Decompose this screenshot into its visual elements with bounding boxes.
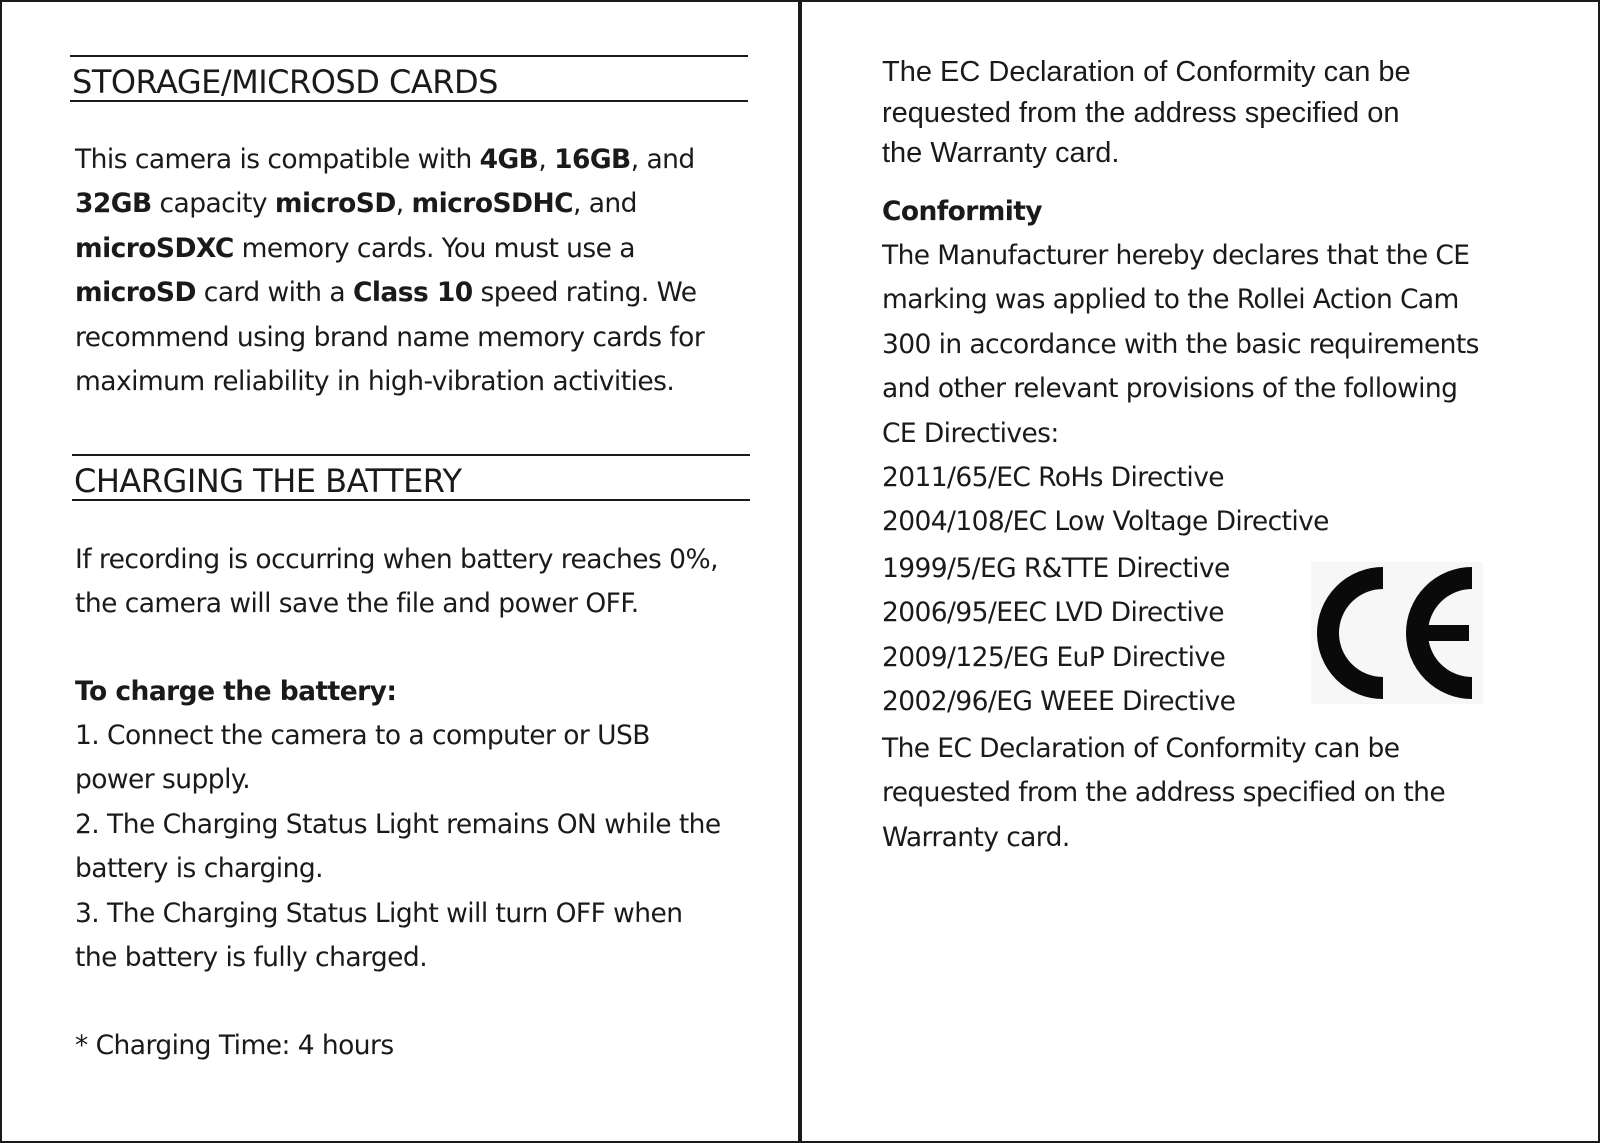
conformity-heading: Conformity [882,196,1042,227]
storage-text: , and [573,188,637,220]
charging-intro [75,538,775,627]
conformity-line: CE Directives: [882,417,1059,449]
directive-item: 1999/5/EG R&TTE Directive [882,553,1230,584]
storage-emphasis: microSD [75,277,196,309]
directive-item: 2009/125/EG EuP Directive [882,641,1226,673]
directive-item: 2006/95/EEC LVD Directive [882,597,1224,629]
storage-emphasis: 4GB [479,144,539,175]
charge-step-line: 2. The Charging Status Light remains ON while the [75,808,721,840]
charge-step-line: battery is charging. [75,853,323,885]
ec-outro-line: The EC Declaration of Conformity can be [882,733,1400,764]
storage-emphasis: microSD [274,188,396,220]
storage-text: speed rating. We [472,277,697,309]
directive-item: 2002/96/EG WEEE Directive [882,686,1236,718]
storage-text: This camera is compatible with [75,144,480,175]
storage-line [75,316,775,360]
charge-step-line: 1. Connect the camera to a computer or USB [75,720,650,751]
storage-emphasis: Class 10 [353,277,473,309]
storage-emphasis: microSDHC [411,188,573,220]
conformity-line: 300 in accordance with the basic requirements [882,328,1479,360]
charge-step-line: 3. The Charging Status Light will turn OFF when [75,897,683,929]
ec-intro-line: the Warranty card. [882,137,1120,169]
storage-emphasis: microSDXC [75,232,234,264]
storage-text: recommend using brand name memory cards for [75,321,705,353]
charge-steps [75,714,775,980]
storage-paragraph [75,138,775,404]
ec-intro-line: requested from the address specified on [882,96,1400,129]
conformity-line: 2011/65/EC RoHs Directive [882,462,1224,494]
ec-declaration-outro [882,727,1522,860]
ec-intro-line: The EC Declaration of Conformity can be [882,56,1411,88]
storage-heading: STORAGE/MICROSD CARDS [70,55,748,102]
conformity-paragraph [882,234,1522,545]
conformity-line: The Manufacturer hereby declares that the CE [882,240,1470,271]
storage-text: , and [630,144,695,175]
charging-time: * Charging Time: 4 hours [75,1030,394,1061]
storage-emphasis: 16GB [554,144,631,175]
conformity-line: marking was applied to the Rollei Action Cam [882,284,1459,316]
storage-text: maximum reliability in high-vibration activities. [75,366,675,398]
ec-outro-line: Warranty card. [882,821,1070,853]
storage-text: , [538,144,555,175]
charge-steps-title: To charge the battery: [75,676,397,707]
storage-line [75,271,775,315]
charge-step-line: power supply. [75,764,251,796]
storage-text: card with a [195,277,353,309]
storage-text: , [395,188,412,220]
charge-step-line: the battery is fully charged. [75,942,428,974]
conformity-line: and other relevant provisions of the following [882,373,1458,405]
storage-line [75,138,775,182]
charging-intro-line: the camera will save the file and power OFF. [75,588,639,620]
storage-line [75,182,775,226]
ec-declaration-intro [882,52,1411,174]
ce-mark-icon [1311,562,1483,704]
charging-intro-line: If recording is occurring when battery reaches 0%, [75,544,718,575]
storage-text: memory cards. You must use a [233,232,635,264]
storage-emphasis: 32GB [75,188,152,220]
ec-outro-line: requested from the address specified on the [882,777,1446,809]
storage-line [75,227,775,271]
storage-text: capacity [151,188,275,220]
storage-line [75,360,775,404]
charging-heading: CHARGING THE BATTERY [72,454,750,501]
conformity-line: 2004/108/EC Low Voltage Directive [882,506,1329,538]
